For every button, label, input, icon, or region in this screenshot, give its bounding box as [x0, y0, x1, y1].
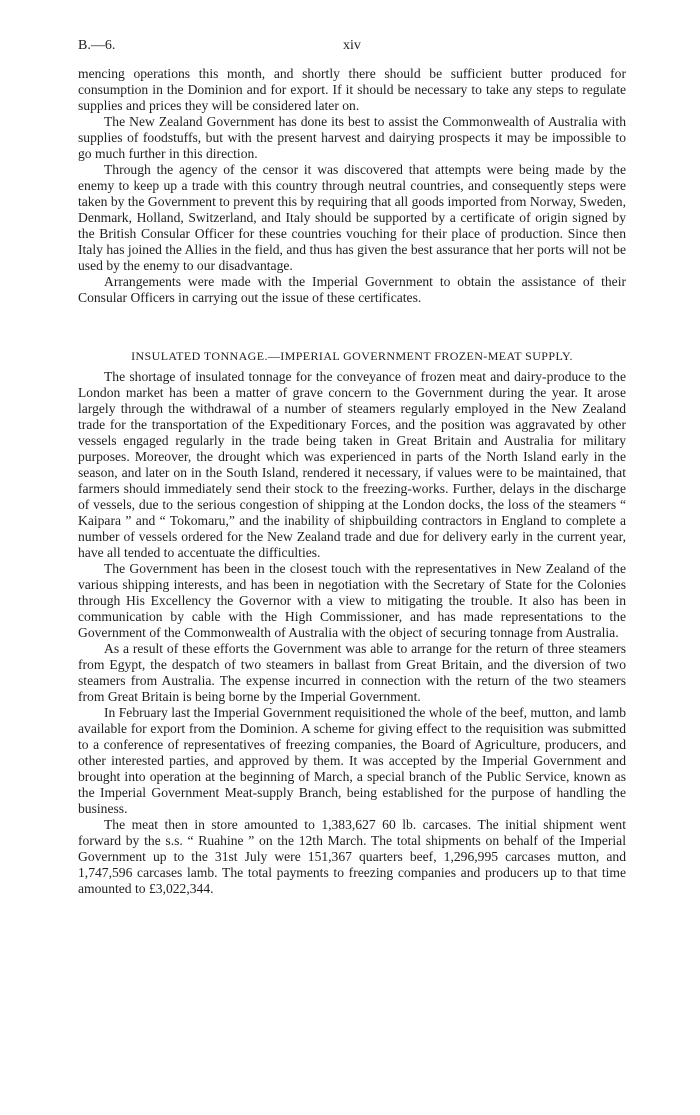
paragraph: mencing operations this month, and shortly there should be sufficient butter produced for consumption in the Dominion and for export. If it should be necessary to take any steps to regulate supplies and prices they will be considered later on. [78, 66, 626, 113]
section-foodstuffs [78, 66, 626, 306]
paragraph: In February last the Imperial Government requisitioned the whole of the beef, mutton, and lamb available for export from the Dominion. A scheme for giving effect to the requisition was submitted to a conference of representatives of freezing companies, the Board of Agriculture, producers, and other interested parties, and approved by them. It was accepted by the Imperial Government and brought into operation at the beginning of March, a special branch of the Public Service, known as the Imperial Government Meat-supply Branch, being established for the purpose of handling the business. [78, 705, 626, 816]
page-header [78, 38, 626, 56]
paragraph: Arrangements were made with the Imperial Government to obtain the assistance of their Consular Officers in carrying out the issue of these certificates. [78, 274, 626, 305]
section-heading: INSULATED TONNAGE.—IMPERIAL GOVERNMENT FROZEN-MEAT SUPPLY. [131, 349, 573, 363]
paragraph: The New Zealand Government has done its best to assist the Commonwealth of Australia with supplies of foodstuffs, but with the present harvest and dairying prospects it may be impossible to go much further in this direction. [78, 114, 626, 161]
paragraph: The meat then in store amounted to 1,383,627 60 lb. carcases. The initial shipment went forward by the s.s. “ Ruahine ” on the 12th March. The total shipments on behalf of the Imperial Government up to the 31st July were 151,367 quarters beef, 1,296,995 carcases mutton, and 1,747,596 carcases lamb. The total payments to freezing companies and producers up to that time amounted to £3,022,344. [78, 817, 626, 896]
paragraph: The Government has been in the closest touch with the representatives in New Zealand of the various shipping interests, and has been in negotiation with the Secretary of State for the Colonies through His Excellency the Governor with a view to mitigating the trouble. It also has been in communication by cable with the High Commissioner, and has made representations to the Government of the Commonwealth of Australia with the object of securing tonnage from Australia. [78, 561, 626, 640]
page-number: xiv [343, 38, 361, 53]
paragraph: The shortage of insulated tonnage for the conveyance of frozen meat and dairy-produce to the London market has been a matter of grave concern to the Government during the year. It arose largely through the withdrawal of a number of steamers regularly employed in the New Zealand trade for the transportation of the Expeditionary Forces, and the position was aggravated by other vessels engaged regularly in the trade being taken in Great Britain and Australia for military purposes. Moreover, the drought which was experienced in parts of the North Island early in the season, and later on in the South Island, rendered it necessary, if values were to be maintained, that farmers should immediately send their stock to the freezing-works. Further, delays in the discharge of vessels, due to the serious congestion of shipping at the London docks, the loss of the steamers “ Kaipara ” and “ Tokomaru,” and the inability of shipbuilding contractors in England to complete a number of vessels ordered for the New Zealand trade and due for delivery early in the current year, have all tended to accentuate the difficulties. [78, 369, 626, 560]
document-reference: B.—6. [78, 38, 116, 53]
paragraph: As a result of these efforts the Government was able to arrange for the return of three steamers from Egypt, the despatch of two steamers in ballast from Great Britain, and the diversion of two steamers from Australia. The expense incurred in connection with the return of the two steamers from Great Britain is being borne by the Imperial Government. [78, 641, 626, 704]
section-insulated-tonnage [78, 369, 626, 897]
paragraph: Through the agency of the censor it was discovered that attempts were being made by the enemy to keep up a trade with this country through neutral countries, and consequently steps were taken by the Government to prevent this by requiring that all goods imported from Norway, Sweden, Denmark, Holland, Switzerland, and Italy should be supported by a certificate of origin signed by the British Consular Officer for these countries vouching for their place of production. Since then Italy has joined the Allies in the field, and thus has given the best assurance that her ports will not be used by the enemy to our disadvantage. [78, 162, 626, 273]
